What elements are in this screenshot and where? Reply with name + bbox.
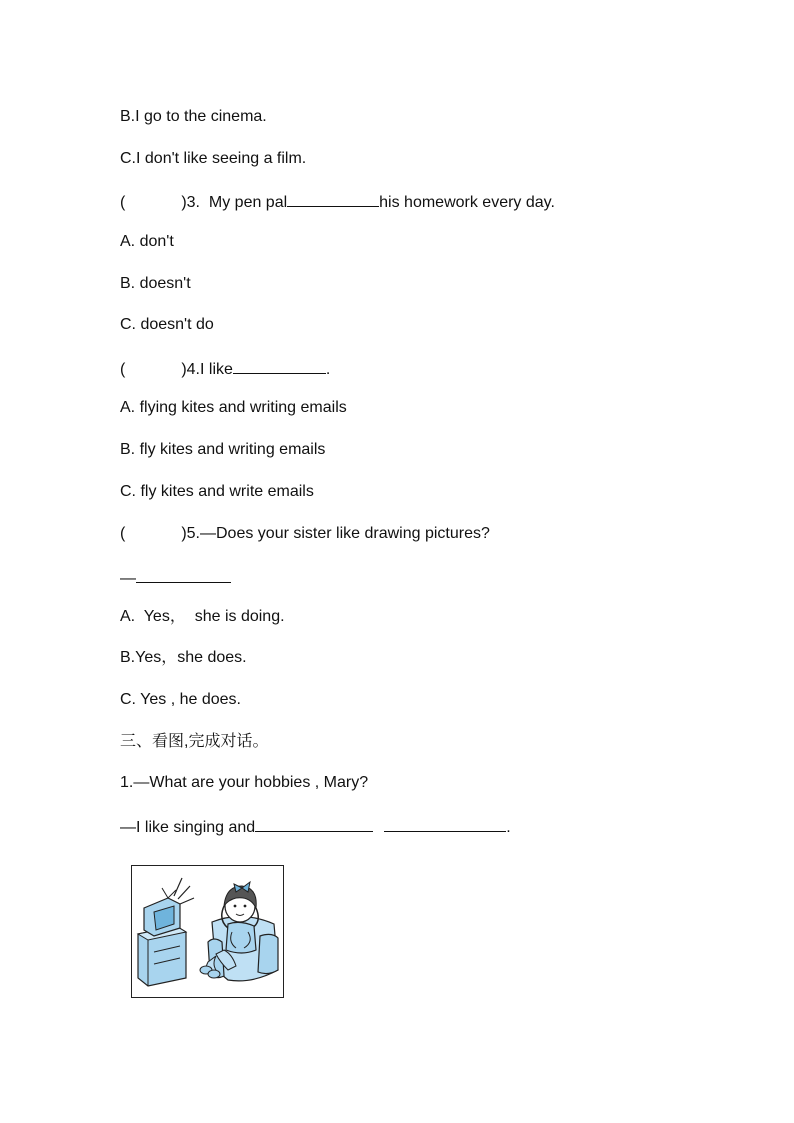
option-q5-c: C. Yes , he does. [120,691,241,708]
option-q4-c: C. fly kites and write emails [120,483,314,500]
option-q5-b: B.Yes，she does. [120,649,247,666]
girl-watching-tv-icon [132,866,283,997]
fill-blank[interactable] [136,566,231,583]
option-q2-c: C.I don't like seeing a film. [120,150,307,167]
question-3-text-end: his homework every day. [379,194,555,211]
answer-paren-open: ( [120,361,126,378]
option-q2-b: B.I go to the cinema. [120,108,267,125]
option-q3-c: C. doesn't do [120,316,214,333]
question-5-answer [120,566,231,589]
option-q5-a: A. Yes， she is doing. [120,608,285,625]
option-q4-a: A. flying kites and writing emails [120,399,347,416]
question-5-text: )5.—Does your sister like drawing pictures? [181,525,490,542]
girl-watching-tv-picture [131,865,284,998]
fill-blank[interactable] [287,190,379,207]
question-3 [120,190,555,213]
answer-text: —I like singing and [120,819,256,836]
section-3-answer-1 [120,815,511,838]
question-4 [120,357,330,380]
answer-period: . [506,819,511,836]
answer-paren-open: ( [120,525,126,542]
question-5 [120,524,490,544]
question-4-text: )4.I like [181,361,233,378]
answer-dash: — [120,570,136,587]
option-q3-b: B. doesn't [120,275,191,292]
section-3-question-1: 1.—What are your hobbies , Mary? [120,774,369,791]
section-3-heading: 三、看图,完成对话。 [120,733,269,750]
fill-blank[interactable] [233,357,326,374]
fill-blank-2[interactable] [384,815,506,832]
option-q4-b: B. fly kites and writing emails [120,441,326,458]
fill-blank-1[interactable] [255,815,373,832]
question-4-text-end: . [325,361,331,378]
option-q3-a: A. don't [120,233,174,250]
question-3-text: )3. My pen pal [181,194,288,211]
answer-paren-open: ( [120,194,126,211]
